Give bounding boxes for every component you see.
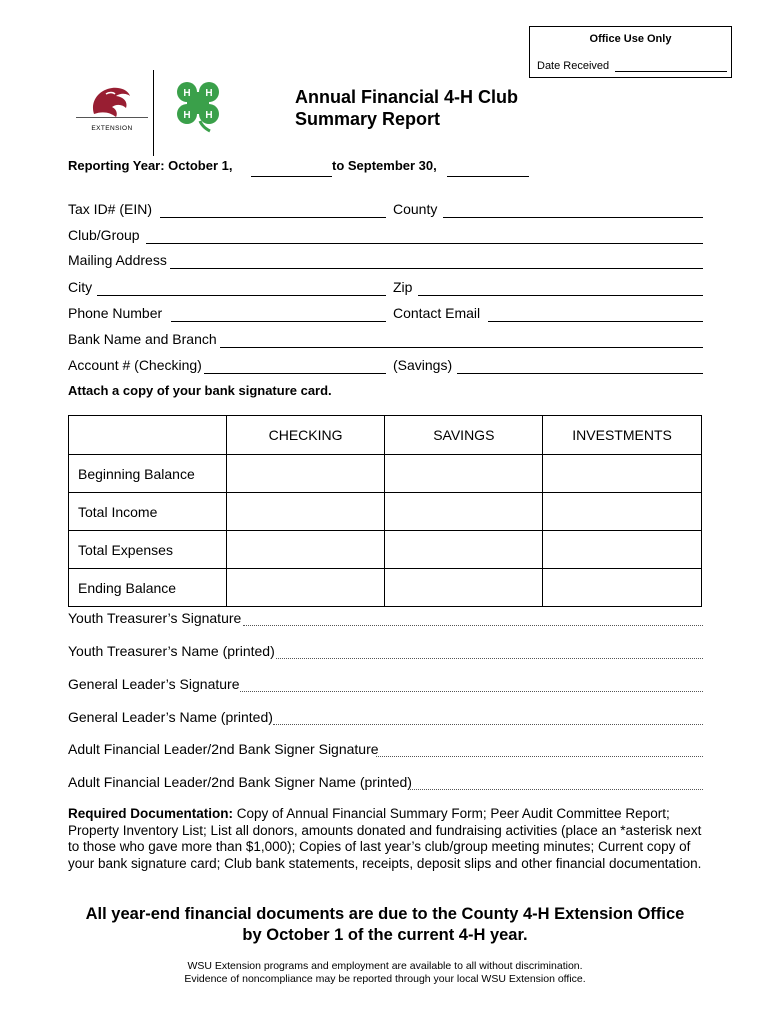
- logo-divider: [153, 70, 154, 156]
- club-group-label: Club/Group: [68, 227, 140, 243]
- cell-beginning-investments[interactable]: [543, 455, 702, 493]
- cell-income-investments[interactable]: [543, 493, 702, 531]
- zip-label: Zip: [393, 279, 413, 295]
- office-use-box: [529, 26, 732, 78]
- youth-treasurer-signature-label: Youth Treasurer’s Signature: [68, 610, 242, 626]
- table-header-row: [69, 416, 702, 455]
- cell-ending-checking[interactable]: [226, 569, 385, 607]
- title-line-2: Summary Report: [295, 109, 441, 129]
- required-documentation: [68, 806, 708, 872]
- document-title: [295, 86, 518, 130]
- tax-id-label: Tax ID# (EIN): [68, 201, 153, 217]
- phone-number-line[interactable]: [171, 321, 386, 322]
- footer-disclaimer: [40, 960, 730, 986]
- four-h-clover-icon: [170, 77, 226, 133]
- reporting-start-year-line[interactable]: [251, 176, 332, 177]
- cell-expenses-checking[interactable]: [226, 531, 385, 569]
- zip-line[interactable]: [418, 295, 703, 296]
- account-checking-line[interactable]: [204, 373, 386, 374]
- club-group-line[interactable]: [146, 243, 703, 244]
- cell-income-checking[interactable]: [226, 493, 385, 531]
- due-date-notice: [40, 904, 730, 946]
- cell-beginning-checking[interactable]: [226, 455, 385, 493]
- row-label-total-expenses: Total Expenses: [69, 531, 227, 569]
- svg-text:H: H: [205, 110, 213, 121]
- date-received-line[interactable]: [615, 71, 727, 72]
- adult-leader-name-label: Adult Financial Leader/2nd Bank Signer Name (printed): [68, 774, 412, 790]
- cell-expenses-investments[interactable]: [543, 531, 702, 569]
- column-header-savings: SAVINGS: [385, 416, 543, 455]
- row-label-ending-balance: Ending Balance: [69, 569, 227, 607]
- table-row: [69, 569, 702, 607]
- office-use-title: Office Use Only: [589, 33, 672, 45]
- general-leader-name-line[interactable]: [273, 724, 703, 725]
- city-label: City: [68, 279, 93, 295]
- general-leader-signature-line[interactable]: [240, 691, 703, 692]
- general-leader-signature-label: General Leader’s Signature: [68, 676, 240, 692]
- county-label: County: [393, 201, 438, 217]
- title-line-1: Annual Financial 4-H Club: [295, 87, 519, 107]
- mailing-address-label: Mailing Address: [68, 252, 167, 268]
- adult-leader-name-line[interactable]: [410, 789, 703, 790]
- account-savings-label: (Savings): [393, 357, 453, 373]
- due-notice-line-2: by October 1 of the current 4-H year.: [242, 926, 528, 944]
- required-documentation-text: Copy of Annual Financial Summary Form; Peer Audit Committee Report; Property Inventory List; List all donors, amounts donated and fundraising activities (place an *asterisk next to those who gave more than $1,000); Copies of last year’s club/group meeting minutes; Current copy of your bank signature card; Club bank statements, receipts, deposit slips and other financial documentation.: [68, 806, 702, 871]
- contact-email-label: Contact Email: [393, 305, 481, 321]
- svg-text:H: H: [183, 88, 191, 99]
- wsu-extension-text: EXTENSION: [91, 125, 133, 132]
- row-label-total-income: Total Income: [69, 493, 227, 531]
- financial-summary-table: [68, 415, 702, 607]
- adult-leader-signature-line[interactable]: [376, 756, 703, 757]
- wsu-extension-logo: [76, 80, 148, 136]
- account-checking-label: Account # (Checking): [68, 357, 202, 373]
- table-row: [69, 531, 702, 569]
- contact-email-line[interactable]: [488, 321, 703, 322]
- cell-ending-savings[interactable]: [385, 569, 543, 607]
- attach-signature-card-note: Attach a copy of your bank signature card.: [68, 383, 332, 398]
- cell-beginning-savings[interactable]: [385, 455, 543, 493]
- general-leader-name-label: General Leader’s Name (printed): [68, 709, 273, 725]
- column-header-checking: CHECKING: [226, 416, 385, 455]
- svg-text:H: H: [205, 88, 213, 99]
- reporting-to-label: to September 30,: [332, 158, 437, 173]
- column-header-investments: INVESTMENTS: [543, 416, 702, 455]
- city-line[interactable]: [97, 295, 386, 296]
- cell-expenses-savings[interactable]: [385, 531, 543, 569]
- youth-treasurer-name-line[interactable]: [276, 658, 703, 659]
- svg-text:H: H: [183, 110, 191, 121]
- row-label-beginning-balance: Beginning Balance: [69, 455, 227, 493]
- cell-ending-investments[interactable]: [543, 569, 702, 607]
- bank-name-line[interactable]: [220, 347, 703, 348]
- due-notice-line-1: All year-end financial documents are due to the County 4-H Extension Office: [85, 905, 685, 923]
- youth-treasurer-name-label: Youth Treasurer’s Name (printed): [68, 643, 275, 659]
- tax-id-line[interactable]: [160, 217, 386, 218]
- reporting-year-label: Reporting Year: October 1,: [68, 158, 233, 173]
- footer-line-2: Evidence of noncompliance may be reported through your local WSU Extension office.: [184, 973, 586, 985]
- mailing-address-line[interactable]: [170, 268, 703, 269]
- required-documentation-label: Required Documentation:: [68, 806, 234, 821]
- account-savings-line[interactable]: [457, 373, 703, 374]
- table-corner-cell: [69, 416, 227, 455]
- bank-name-label: Bank Name and Branch: [68, 331, 217, 347]
- reporting-end-year-line[interactable]: [447, 176, 529, 177]
- phone-number-label: Phone Number: [68, 305, 163, 321]
- table-row: [69, 455, 702, 493]
- wsu-logo-rule: [76, 117, 148, 118]
- table-row: [69, 493, 702, 531]
- cell-income-savings[interactable]: [385, 493, 543, 531]
- youth-treasurer-signature-line[interactable]: [243, 625, 703, 626]
- wsu-cougar-icon: [76, 80, 148, 120]
- footer-line-1: WSU Extension programs and employment are available to all without discrimination.: [187, 960, 583, 972]
- date-received-label: Date Received: [537, 60, 610, 72]
- adult-leader-signature-label: Adult Financial Leader/2nd Bank Signer Signature: [68, 741, 379, 757]
- county-line[interactable]: [443, 217, 703, 218]
